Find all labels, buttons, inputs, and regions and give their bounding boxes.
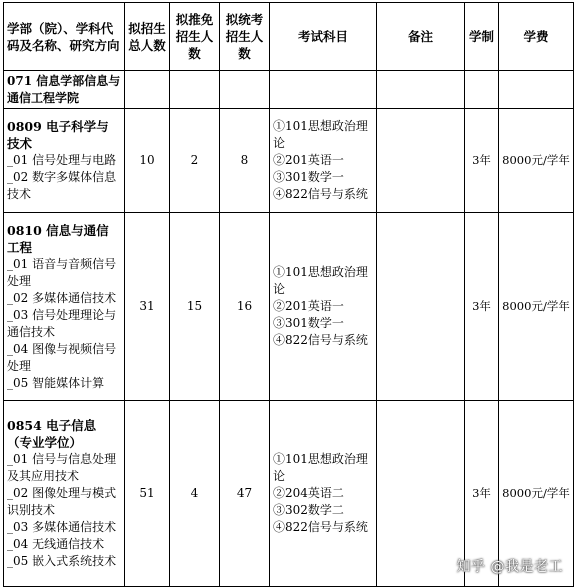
- total-enrollment: 10: [125, 109, 170, 213]
- exam-subject: ④822信号与系统: [273, 333, 368, 347]
- program-row: [4, 109, 574, 213]
- header-recommended-enrollment: 拟推免招生人数: [170, 3, 220, 71]
- tuition: 8000元/学年: [499, 213, 574, 401]
- tuition: 8000元/学年: [499, 109, 574, 213]
- exam-subject: ②201英语一: [273, 153, 344, 167]
- remarks: [377, 109, 465, 213]
- header-exam-enrollment: 拟统考招生人数: [220, 3, 270, 71]
- department-name: 071 信息学部信息与通信工程学院: [4, 71, 125, 109]
- header-row: [4, 3, 574, 71]
- exam-subject: ②201英语一: [273, 299, 344, 313]
- program-cell: [4, 213, 125, 401]
- department-row: [4, 71, 574, 109]
- research-direction: _01 信号与信息处理及其应用技术: [7, 452, 117, 483]
- research-direction: _01 信号处理与电路: [7, 153, 117, 167]
- duration: 3年: [465, 401, 499, 587]
- exam-subject: ①101思想政治理论: [273, 265, 368, 296]
- research-direction: _04 图像与视频信号处理: [7, 341, 117, 373]
- header-tuition: 学费: [499, 3, 574, 71]
- recommended-enrollment: 15: [170, 213, 220, 401]
- exam-enrollment: 16: [220, 213, 270, 401]
- watermark: 知乎 @我是老工: [456, 559, 563, 575]
- tuition: 8000元/学年: [499, 401, 574, 587]
- research-direction: _02 多媒体通信技术: [7, 290, 117, 305]
- exam-subject: ③302数学二: [273, 503, 344, 517]
- program-cell: [4, 109, 125, 213]
- research-direction: _03 多媒体通信技术: [7, 520, 117, 534]
- header-duration: 学制: [465, 3, 499, 71]
- research-direction: _03 信号处理理论与通信技术: [7, 307, 117, 339]
- header-remarks: 备注: [377, 3, 465, 71]
- research-direction: _04 无线通信技术: [7, 537, 105, 551]
- duration: 3年: [465, 213, 499, 401]
- exam-enrollment: 8: [220, 109, 270, 213]
- exam-subjects: [270, 109, 377, 213]
- exam-subjects: [270, 213, 377, 401]
- program-code-name: 0854 电子信息（专业学位）: [7, 418, 97, 450]
- research-direction: _05 智能媒体计算: [7, 375, 105, 390]
- exam-enrollment: 47: [220, 401, 270, 587]
- research-direction: _02 数字多媒体信息技术: [7, 170, 117, 201]
- exam-subject: ③301数学一: [273, 170, 344, 184]
- exam-subject: ④822信号与系统: [273, 520, 368, 534]
- program-cell: [4, 401, 125, 587]
- duration: 3年: [465, 109, 499, 213]
- exam-subject: ①101思想政治理论: [273, 452, 368, 483]
- header-department-program: 学部（院）、学科代码及名称、研究方向: [4, 3, 125, 71]
- program-row: [4, 213, 574, 401]
- admissions-table: [3, 2, 574, 587]
- header-exam-subjects: 考试科目: [270, 3, 377, 71]
- recommended-enrollment: 2: [170, 109, 220, 213]
- exam-subjects: [270, 401, 377, 587]
- total-enrollment: 51: [125, 401, 170, 587]
- exam-subject: ①101思想政治理论: [273, 119, 368, 150]
- exam-subject: ②204英语二: [273, 486, 344, 500]
- exam-subject: ③301数学一: [273, 316, 344, 330]
- recommended-enrollment: 4: [170, 401, 220, 587]
- research-direction: _02 图像处理与模式识别技术: [7, 486, 117, 517]
- program-code-name: 0810 信息与通信工程: [7, 222, 109, 255]
- program-code-name: 0809 电子科学与技术: [7, 119, 109, 151]
- research-direction: _01 语音与音频信号处理: [7, 256, 117, 288]
- remarks: [377, 213, 465, 401]
- remarks: [377, 401, 465, 587]
- exam-subject: ④822信号与系统: [273, 187, 368, 201]
- research-direction: _05 嵌入式系统技术: [7, 554, 117, 568]
- total-enrollment: 31: [125, 213, 170, 401]
- header-total-enrollment: 拟招生总人数: [125, 3, 170, 71]
